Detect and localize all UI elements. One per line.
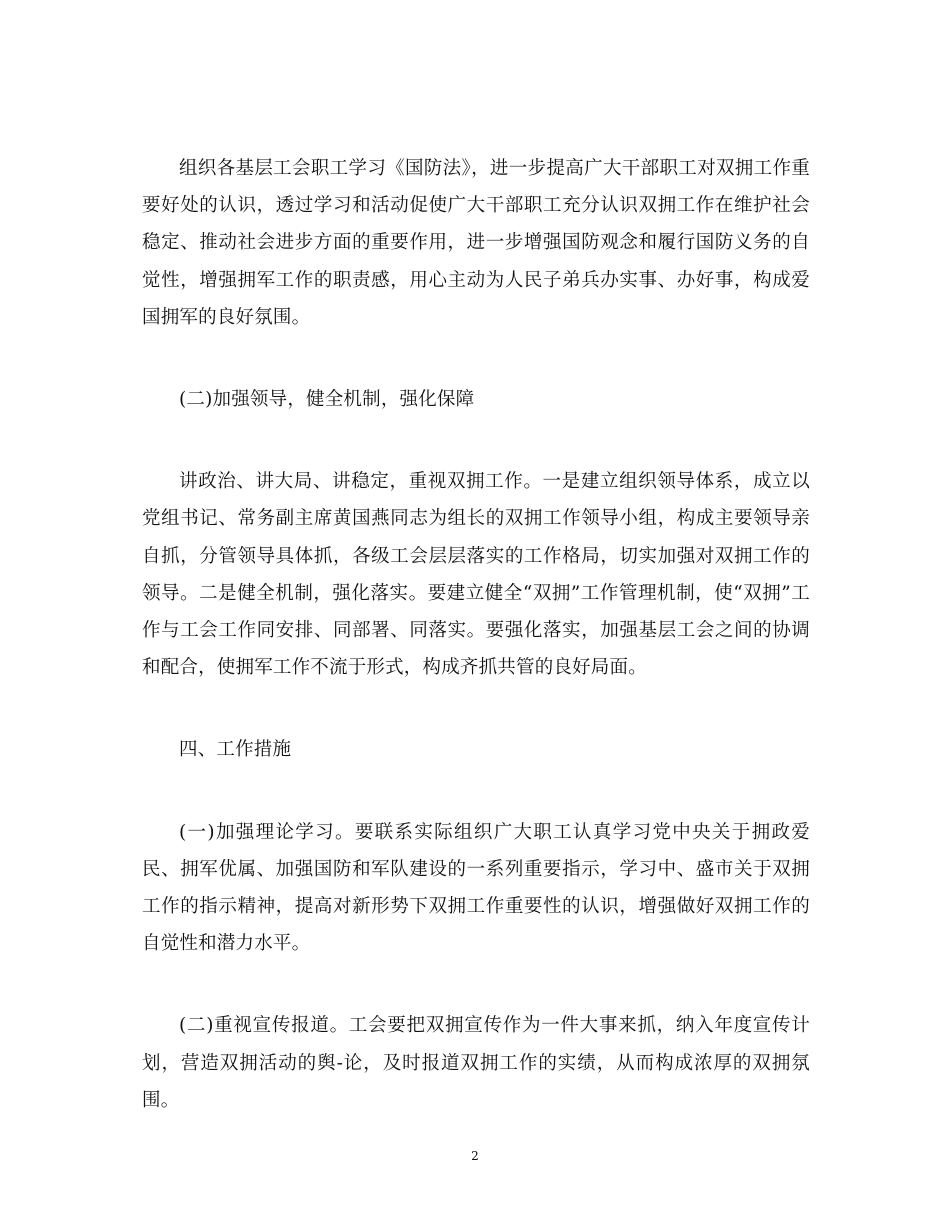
paragraph-theory-study: (一)加强理论学习。要联系实际组织广大职工认真学习党中央关于拥政爱民、拥军优属、加强国防和军队建设的一系列重要指示，学习中、盛市关于双拥工作的指示精神，提高对新形势下双拥工作重要性的认识，增强做好双拥工作的自觉性和潜力水平。 <box>142 821 810 955</box>
paragraph-spacer <box>142 336 810 381</box>
paragraph-study-defense-law: 组织各基层工会职工学习《国防法》，进一步提高广大干部职工对双拥工作重要好处的认识，透过学习和活动促使广大干部职工充分认识双拥工作在维护社会稳定、推动社会进步方面的重要作用，进一步增强国防观念和履行国防义务的自觉性，增强拥军工作的职责感，用心主动为人民子弟兵办实事、办好事，构成爱国拥军的良好氛围。 <box>142 158 810 328</box>
document-body <box>142 150 810 1119</box>
paragraph-spacer <box>142 686 810 731</box>
paragraph-leadership-mechanism: 讲政治、讲大局、讲稳定，重视双拥工作。一是建立组织领导体系，成立以党组书记、常务副主席黄国燕同志为组长的双拥工作领导小组，构成主要领导亲自抓，分管领导具体抓，各级工会层层落实的工作格局，切实加强对双拥工作的领导。二是健全机制，强化落实。要建立健全“双拥”工作管理机制，使“双拥”工作与工会工作同安排、同部署、同落实。要强化落实，加强基层工会之间的协调和配合，使拥军工作不流于形式，构成齐抓共管的良好局面。 <box>142 471 810 679</box>
paragraph-spacer <box>142 769 810 814</box>
paragraph-spacer <box>142 962 810 1007</box>
section-heading-work-measures: 四、工作措施 <box>179 739 292 761</box>
paragraph-spacer <box>142 418 810 463</box>
paragraph-publicity-reporting: (二)重视宣传报道。工会要把双拥宣传作为一件大事来抓，纳入年度宣传计划，营造双拥活动的舆-论，及时报道双拥工作的实绩，从而构成浓厚的双拥氛围。 <box>142 1015 810 1111</box>
page-number: 2 <box>471 1149 479 1163</box>
section-heading-leadership: (二)加强领导，健全机制，强化保障 <box>179 389 475 411</box>
